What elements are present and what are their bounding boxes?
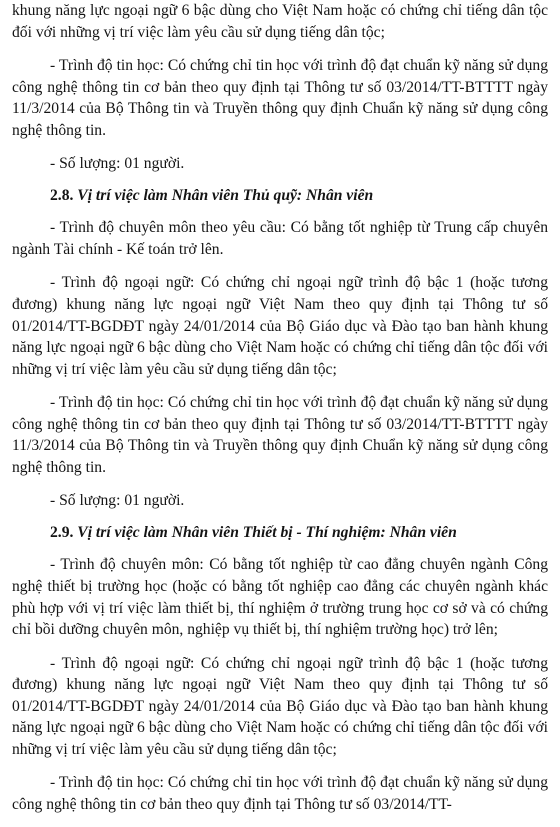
paragraph-quantity: - Số lượng: 01 người. bbox=[50, 155, 185, 173]
paragraph-language-requirement: - Trình độ ngoại ngữ: Có chứng chỉ ngoại ngữ trình độ bậc 1 (hoặc tương đương) khung năng lực ngoại ngữ Việt Nam theo quy định tại Thông tư số 01/2014/TT-BGDĐT ngày 24/01/2014 của Bộ Giáo dục và Đào tạo ban hành khung năng lực ngoại ngữ 6 bậc dùng cho Việt Nam hoặc có chứng chỉ tiếng dân tộc đối với những vị trí việc làm yêu cầu sử dụng tiếng dân tộc; bbox=[12, 654, 548, 758]
paragraph-professional-requirement: - Trình độ chuyên môn theo yêu cầu: Có bằng tốt nghiệp từ Trung cấp chuyên ngành Tài chính - Kế toán trở lên. bbox=[12, 219, 548, 258]
section-title: Vị trí việc làm Nhân viên Thiết bị - Thí nghiệm: Nhân viên bbox=[77, 524, 457, 542]
paragraph-it-skill-requirement: - Trình độ tin học: Có chứng chỉ tin học với trình độ đạt chuẩn kỹ năng sử dụng công nghệ thông tin cơ bản theo quy định tại Thông tư số 03/2014/TT-BTTTT ngày 11/3/2014 của Bộ Thông tin và Truyền thông quy định Chuẩn kỹ năng sử dụng công nghệ thông tin. bbox=[12, 56, 548, 139]
section-heading-2-8 bbox=[12, 185, 548, 207]
document-page bbox=[12, 0, 548, 827]
paragraph-language-requirement-continued: khung năng lực ngoại ngữ 6 bậc dùng cho Việt Nam hoặc có chứng chỉ tiếng dân tộc đối với những vị trí việc làm yêu cầu sử dụng tiếng dân tộc; bbox=[12, 2, 548, 41]
paragraph-language-requirement: - Trình độ ngoại ngữ: Có chứng chỉ ngoại ngữ trình độ bậc 1 (hoặc tương đương) khung năng lực ngoại ngữ Việt Nam theo quy định tại Thông tư số 01/2014/TT-BGDĐT ngày 24/01/2014 của Bộ Giáo dục và Đào tạo ban hành khung năng lực ngoại ngữ 6 bậc dùng cho Việt Nam hoặc có chứng chỉ tiếng dân tộc đối với những vị trí việc làm yêu cầu sử dụng tiếng dân tộc; bbox=[12, 274, 548, 378]
paragraph-it-skill-requirement: - Trình độ tin học: Có chứng chỉ tin học với trình độ đạt chuẩn kỹ năng sử dụng công nghệ thông tin cơ bản theo quy định tại Thông tư số 03/2014/TT- bbox=[12, 774, 548, 813]
paragraph-professional-requirement: - Trình độ chuyên môn: Có bằng tốt nghiệp từ cao đẳng chuyên ngành Công nghệ thiết bị trường học (hoặc có bằng tốt nghiệp cao đẳng các chuyên ngành khác phù hợp với vị trí việc làm thiết bị, thí nghiệm ở trường trung học cơ sở và có chứng chỉ bồi dưỡng chuyên môn, nghiệp vụ thiết bị, thí nghiệm trường học) trở lên; bbox=[12, 556, 548, 639]
paragraph-it-skill-requirement: - Trình độ tin học: Có chứng chỉ tin học với trình độ đạt chuẩn kỹ năng sử dụng công nghệ thông tin cơ bản theo quy định tại Thông tư số 03/2014/TT-BTTTT ngày 11/3/2014 của Bộ Thông tin và Truyền thông quy định Chuẩn kỹ năng sử dụng công nghệ thông tin. bbox=[12, 394, 548, 476]
section-number: 2.9. bbox=[50, 524, 74, 542]
section-heading-2-9 bbox=[12, 522, 548, 544]
paragraph-quantity: - Số lượng: 01 người. bbox=[50, 492, 185, 510]
section-number: 2.8. bbox=[50, 187, 74, 205]
section-title: Vị trí việc làm Nhân viên Thủ quỹ: Nhân viên bbox=[77, 187, 374, 205]
